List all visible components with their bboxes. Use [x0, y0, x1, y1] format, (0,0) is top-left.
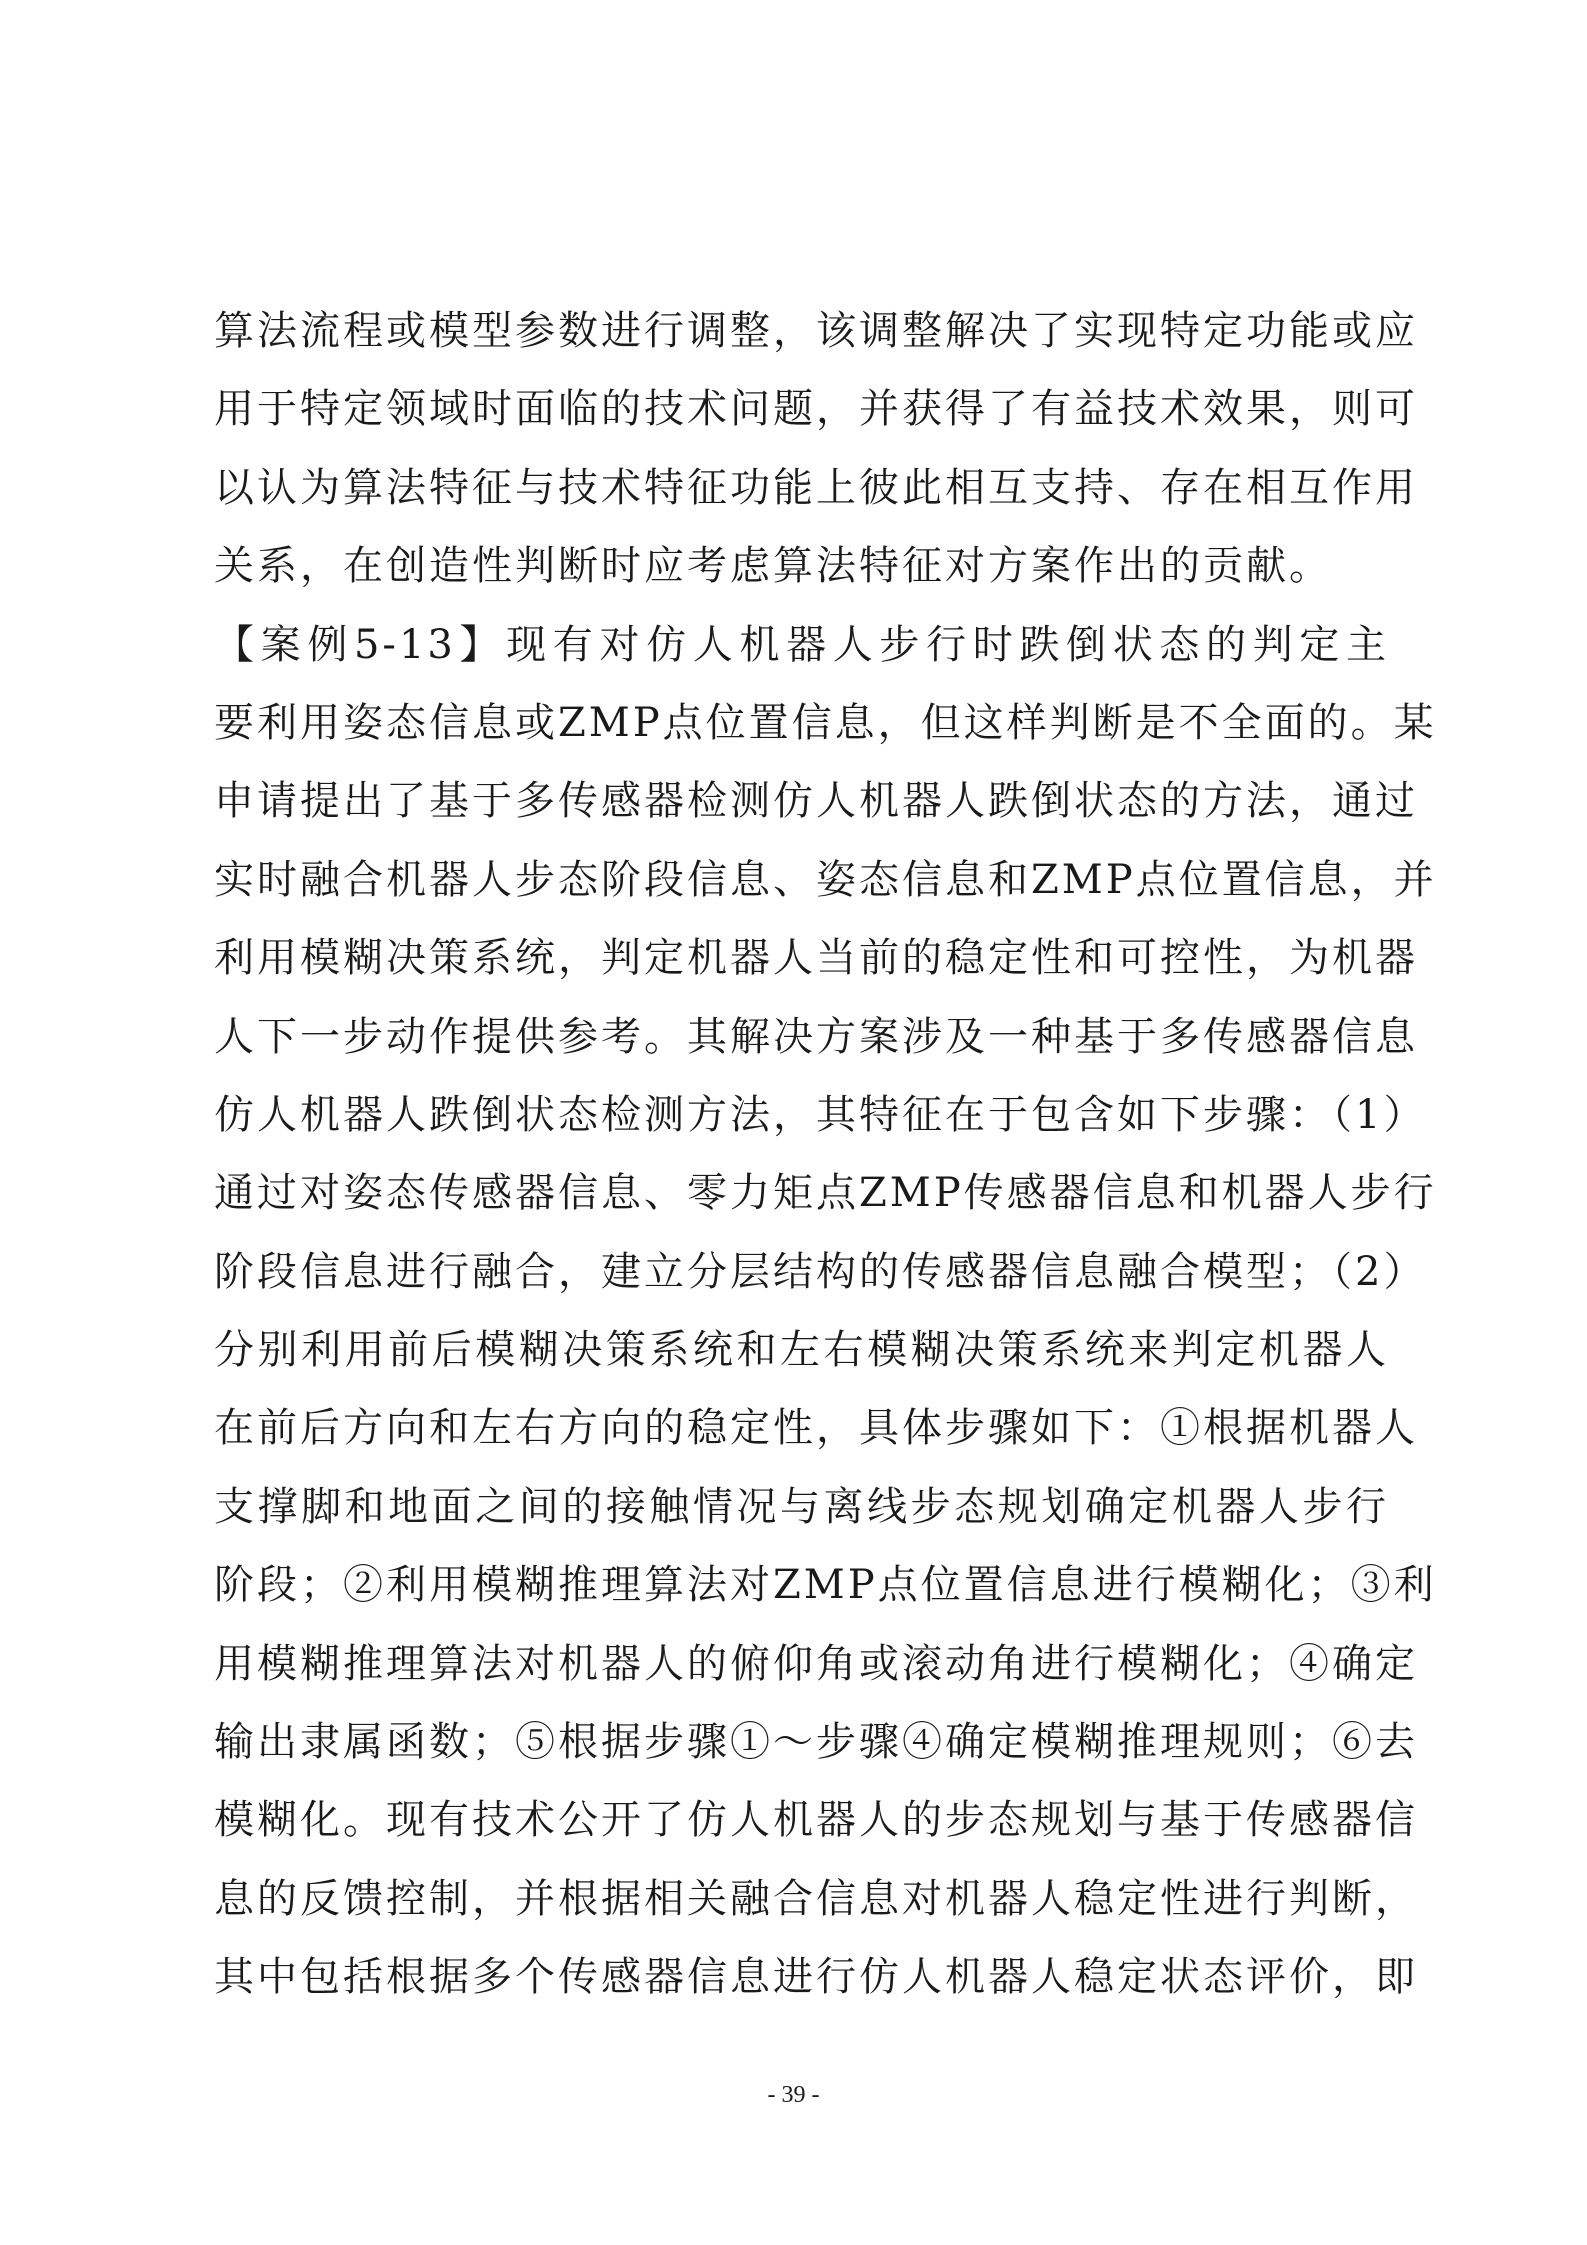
paragraph-2-line: 利用模糊决策系统，判定机器人当前的稳定性和可控性，为机器 — [214, 935, 1418, 982]
paragraph-2-line: 在前后方向和左右方向的稳定性，具体步骤如下：①根据机器人 — [214, 1405, 1418, 1452]
case-heading-line: 【案例5-13】现有对仿人机器人步行时跌倒状态的判定主 — [214, 621, 1389, 668]
paragraph-2-line: 息的反馈控制，并根据相关融合信息对机器人稳定性进行判断， — [214, 1875, 1418, 1922]
paragraph-2-line: 要利用姿态信息或ZMP点位置信息，但这样判断是不全面的。某 — [214, 699, 1437, 746]
paragraph-2-line: 实时融合机器人步态阶段信息、姿态信息和ZMP点位置信息，并 — [214, 856, 1437, 903]
paragraph-2-line: 仿人机器人跌倒状态检测方法，其特征在于包含如下步骤：（1） — [214, 1091, 1427, 1138]
paragraph-2-line: 模糊化。现有技术公开了仿人机器人的步态规划与基于传感器信 — [214, 1797, 1418, 1844]
body-text — [214, 292, 1437, 2017]
paragraph-2-line: 申请提出了基于多传感器检测仿人机器人跌倒状态的方法，通过 — [214, 778, 1418, 825]
paragraph-2-line: 阶段信息进行融合，建立分层结构的传感器信息融合模型；（2） — [214, 1248, 1427, 1295]
paragraph-2-line: 阶段；②利用模糊推理算法对ZMP点位置信息进行模糊化；③利 — [214, 1562, 1437, 1609]
paragraph-1-line: 以认为算法特征与技术特征功能上彼此相互支持、存在相互作用 — [214, 464, 1418, 511]
paragraph-2-line: 输出隶属函数；⑤根据步骤①～步骤④确定模糊推理规则；⑥去 — [214, 1719, 1418, 1766]
paragraph-2-line: 人下一步动作提供参考。其解决方案涉及一种基于多传感器信息 — [214, 1013, 1418, 1060]
paragraph-2-line: 用模糊推理算法对机器人的俯仰角或滚动角进行模糊化；④确定 — [214, 1640, 1418, 1687]
paragraph-2-line: 其中包括根据多个传感器信息进行仿人机器人稳定状态评价，即 — [214, 1954, 1418, 2001]
paragraph-2-line: 分别利用前后模糊决策系统和左右模糊决策系统来判定机器人 — [214, 1327, 1389, 1374]
paragraph-1-line: 算法流程或模型参数进行调整，该调整解决了实现特定功能或应 — [214, 308, 1418, 354]
page-number: - 39 - — [767, 2082, 820, 2108]
paragraph-2-line: 通过对姿态传感器信息、零力矩点ZMP传感器信息和机器人步行 — [214, 1170, 1437, 1217]
paragraph-1-line: 用于特定领域时面临的技术问题，并获得了有益技术效果，则可 — [214, 386, 1418, 433]
paragraph-2-line: 支撑脚和地面之间的接触情况与离线步态规划确定机器人步行 — [214, 1483, 1389, 1530]
paragraph-1-line: 关系，在创造性判断时应考虑算法特征对方案作出的贡献。 — [214, 543, 1332, 590]
